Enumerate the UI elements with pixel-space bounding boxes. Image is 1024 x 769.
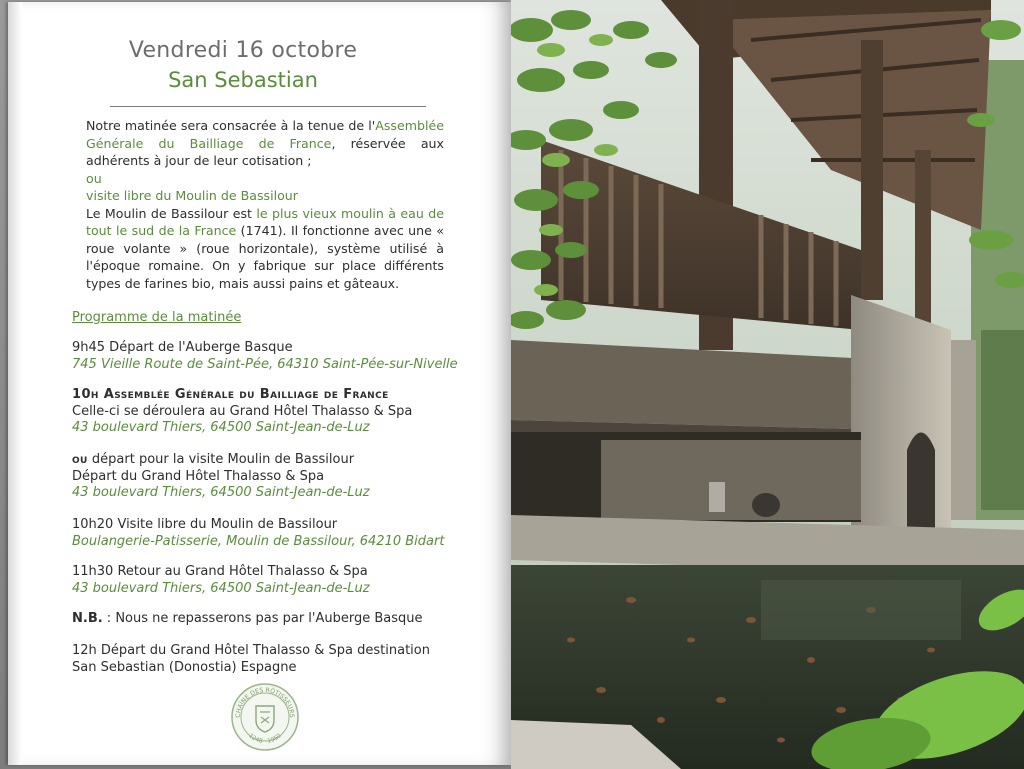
- programme-item-line: [72, 452, 502, 469]
- programme-item-line: 10h20 Visite libre du Moulin de Bassilour: [72, 517, 338, 532]
- programme-title: Programme de la matinée: [72, 310, 242, 325]
- programme-item: [72, 387, 502, 437]
- programme-item: [72, 564, 502, 597]
- photo-page: [511, 0, 1024, 769]
- watermill-photo: [511, 0, 1024, 769]
- programme-item: [72, 517, 502, 550]
- programme-item: [72, 452, 502, 502]
- programme-item-address: 43 boulevard Thiers, 64500 Saint-Jean-de-Luz: [72, 580, 370, 596]
- programme-item-line: 12h Départ du Grand Hôtel Thalasso & Spa destination: [72, 643, 430, 658]
- page-date: Vendredi 16 octobre: [128, 38, 358, 63]
- programme-item-line: San Sebastian (Donostia) Espagne: [72, 659, 297, 675]
- note-text: : Nous ne repasserons pas par l'Auberge Basque: [102, 611, 423, 626]
- programme-item-address: Boulangerie-Patisserie, Moulin de Bassilour, 64210 Bidart: [72, 533, 445, 549]
- page-city: San Sebastian: [168, 68, 318, 92]
- programme-item-ou: ou: [72, 452, 88, 467]
- programme-item-address: 43 boulevard Thiers, 64500 Saint-Jean-de-Luz: [72, 485, 370, 500]
- programme-item: [72, 643, 502, 676]
- title-divider: [110, 106, 426, 107]
- programme-item-line: Départ du Grand Hôtel Thalasso & Spa: [72, 468, 325, 484]
- programme-item-line: 9h45 Départ de l'Auberge Basque: [72, 340, 293, 355]
- programme-item-line: 11h30 Retour au Grand Hôtel Thalasso & Spa: [72, 564, 368, 579]
- svg-text:1248 · 1950: 1248 · 1950: [247, 732, 283, 745]
- intro-ou: ou: [86, 170, 102, 186]
- svg-text:CHAÎNE DES RÔTISSEURS: CHAÎNE DES RÔTISSEURS: [234, 686, 296, 718]
- intro-text: , réservée aux adhérents à jour de leur cotisation ;: [86, 135, 444, 168]
- programme-item-address: 745 Vieille Route de Saint-Pée, 64310 Saint-Pée-sur-Nivelle: [72, 356, 458, 372]
- programme-item-heading: 10h Assemblée Générale du Bailliage de France: [72, 387, 389, 402]
- intro-highlight-moulin: le plus vieux moulin à eau de tout le sud de la France: [86, 205, 444, 238]
- programme-item-line: Celle-ci se déroulera au Grand Hôtel Thalasso & Spa: [72, 403, 413, 419]
- intro-text: (1741). Il fonctionne avec une « roue volante » (roue horizontale), système utilisé à l'époque romaine. On y fabrique sur place différents types de farines bio, mais aussi pains et gâteaux.: [86, 223, 444, 291]
- programme-item-line: [72, 611, 502, 628]
- programme-item: [72, 340, 502, 373]
- programme-item-address: 43 boulevard Thiers, 64500 Saint-Jean-de-Luz: [72, 420, 370, 435]
- intro-paragraph: [86, 117, 444, 292]
- programme-note: [72, 611, 502, 628]
- note-label: N.B.: [72, 611, 103, 626]
- intro-text: Notre matinée sera consacrée à la tenue de l': [86, 118, 376, 133]
- intro-highlight-assemblee: Assemblée Générale du Bailliage de France: [86, 118, 444, 151]
- chaine-rotisseurs-seal-icon: [230, 682, 300, 752]
- intro-visite: visite libre du Moulin de Bassilour: [86, 188, 298, 203]
- programme-item-text: départ pour la visite Moulin de Bassilour: [87, 452, 355, 467]
- intro-text: Le Moulin de Bassilour est: [86, 205, 257, 221]
- left-page: [8, 2, 511, 765]
